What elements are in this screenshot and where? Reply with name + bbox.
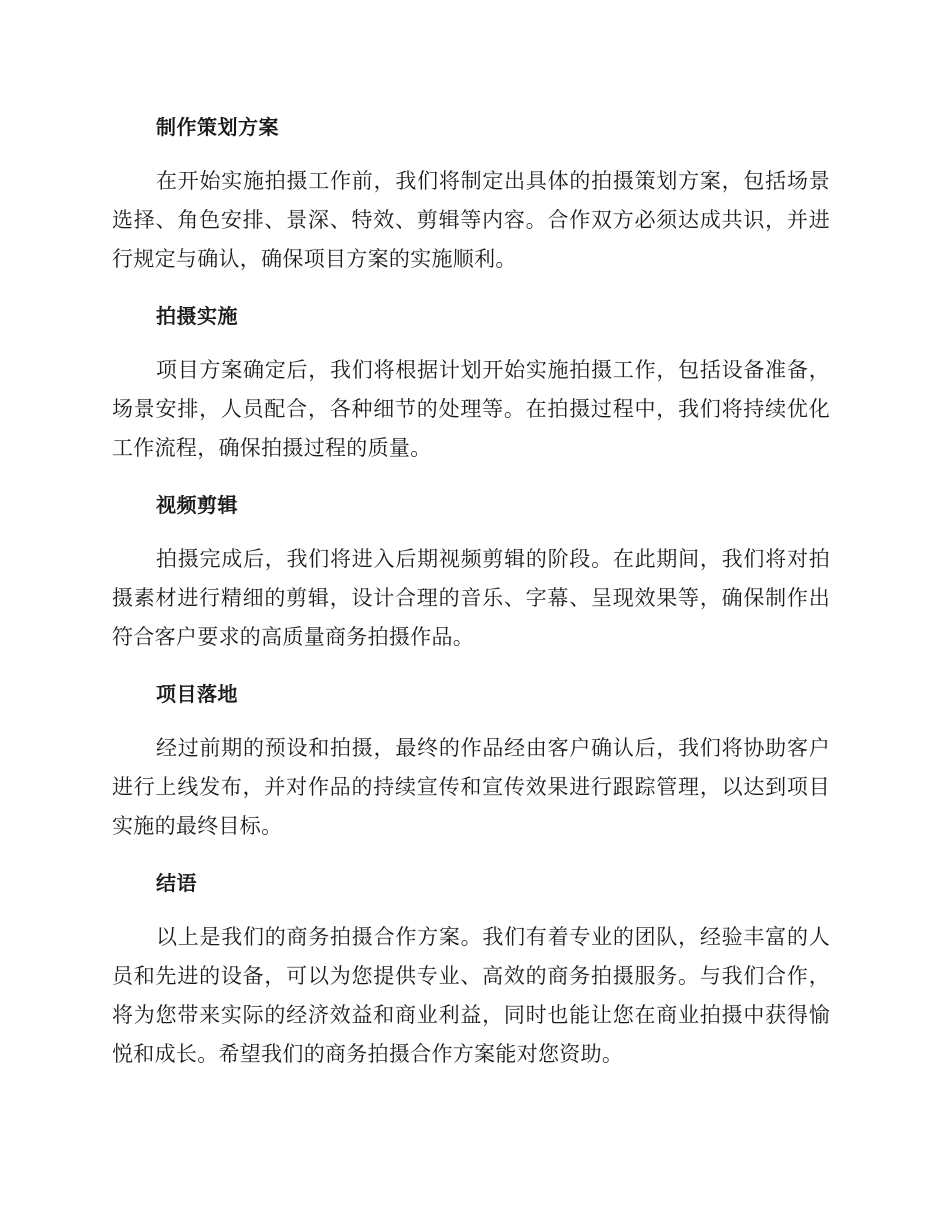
section-heading: 结语 xyxy=(156,871,197,895)
section-paragraph: 在开始实施拍摄工作前，我们将制定出具体的拍摄策划方案，包括场景选择、角色安排、景深、特效、剪辑等内容。合作双方必须达成共识，并进行规定与确认，确保项目方案的实施顺利。 xyxy=(112,169,830,271)
section-conclusion xyxy=(112,864,830,1074)
section-heading: 制作策划方案 xyxy=(156,115,279,139)
section-video-editing xyxy=(112,486,830,657)
section-shooting xyxy=(112,297,830,468)
section-heading: 拍摄实施 xyxy=(156,304,238,328)
section-heading: 视频剪辑 xyxy=(156,493,238,517)
section-paragraph: 拍摄完成后，我们将进入后期视频剪辑的阶段。在此期间，我们将对拍摄素材进行精细的剪辑，设计合理的音乐、字幕、呈现效果等，确保制作出符合客户要求的高质量商务拍摄作品。 xyxy=(112,547,830,649)
section-heading: 项目落地 xyxy=(156,682,238,706)
section-paragraph: 以上是我们的商务拍摄合作方案。我们有着专业的团队，经验丰富的人员和先进的设备，可以为您提供专业、高效的商务拍摄服务。与我们合作，将为您带来实际的经济效益和商业利益，同时也能让您在商业拍摄中获得愉悦和成长。希望我们的商务拍摄合作方案能对您资助。 xyxy=(112,925,830,1066)
section-paragraph: 经过前期的预设和拍摄，最终的作品经由客户确认后，我们将协助客户进行上线发布，并对作品的持续宣传和宣传效果进行跟踪管理，以达到项目实施的最终目标。 xyxy=(112,736,830,838)
section-paragraph: 项目方案确定后，我们将根据计划开始实施拍摄工作，包括设备准备，场景安排，人员配合，各种细节的处理等。在拍摄过程中，我们将持续优化工作流程，确保拍摄过程的质量。 xyxy=(112,358,830,460)
section-production-plan xyxy=(112,108,830,279)
section-project-launch xyxy=(112,675,830,846)
